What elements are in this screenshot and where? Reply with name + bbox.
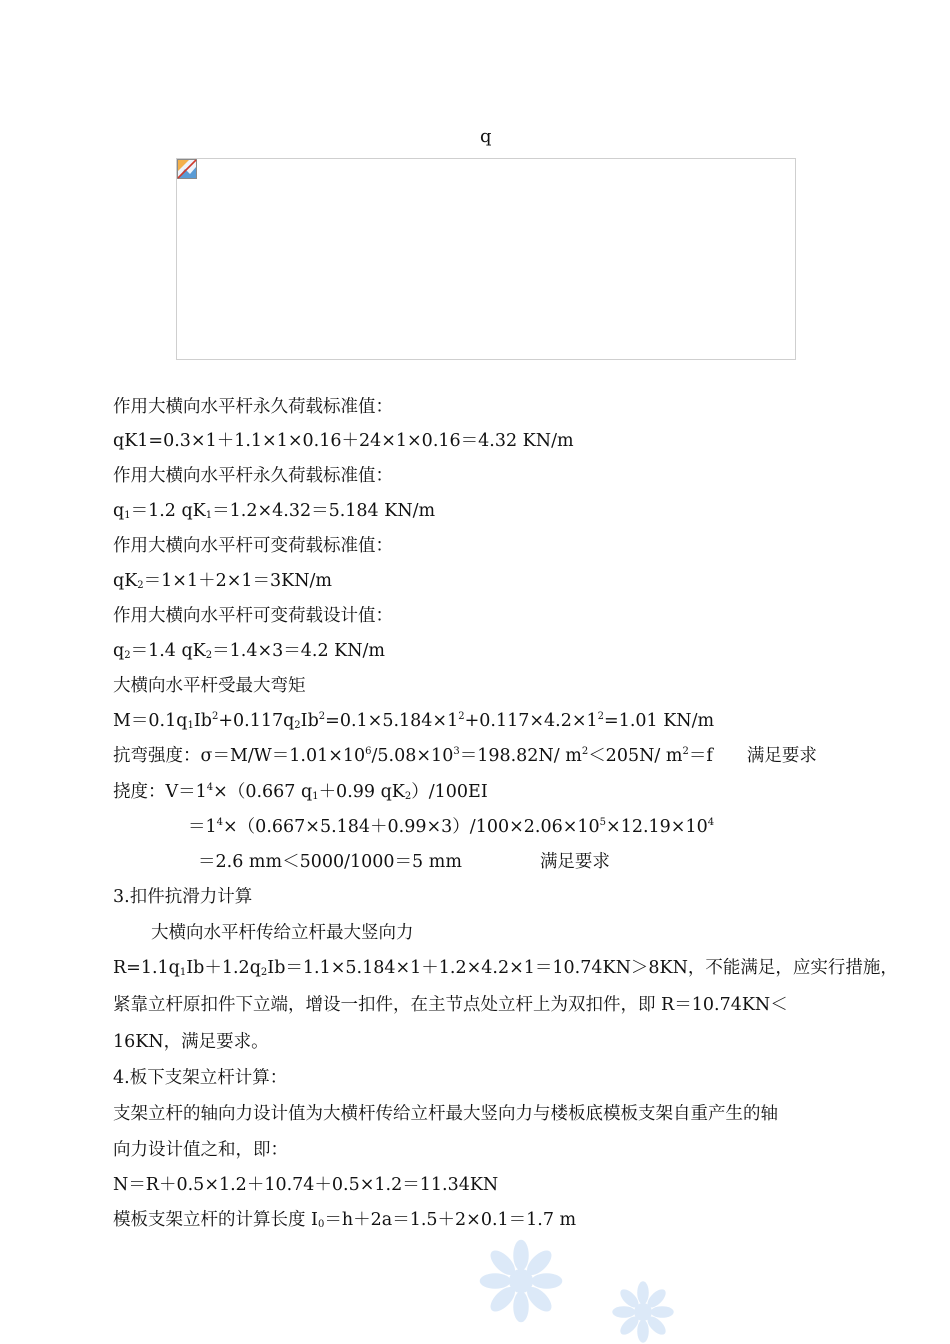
formula-line: ＝2.6 mm＜5000/1000＝5 mm 满足要求 bbox=[198, 852, 610, 872]
section-heading: 3.扣件抗滑力计算 bbox=[113, 887, 253, 907]
section-heading: 4.板下支架立杆计算： bbox=[113, 1068, 288, 1088]
conclusion-text: 满足要求 bbox=[539, 852, 610, 872]
formula-line: N＝R＋0.5×1.2＋10.74＋0.5×1.2＝11.34KN bbox=[113, 1175, 499, 1195]
text-line: 大横向水平杆受最大弯矩 bbox=[113, 676, 306, 696]
text-line: 支架立杆的轴向力设计值为大横杆传给立杆最大竖向力与楼板底模板支架自重产生的轴 bbox=[113, 1104, 778, 1124]
broken-image-icon bbox=[177, 159, 197, 179]
text-line: 紧靠立杆原扣件下立端，增设一扣件，在主节点处立杆上为双扣件，即 R＝10.74KN＜ bbox=[113, 995, 788, 1015]
formula-line: qK1=0.3×1＋1.1×1×0.16＋24×1×0.16＝4.32 KN/m bbox=[113, 431, 574, 451]
text-line: 大横向水平杆传给立杆最大竖向力 bbox=[151, 923, 414, 943]
text-line: 向力设计值之和，即： bbox=[113, 1140, 288, 1160]
formula-line: 挠度：$V=1^4\times(0.667$ $q_1+0.99$ $qK_2)/100EI$ bbox=[113, 782, 488, 802]
text-line: 作用大横向水平杆可变荷载设计值： bbox=[113, 606, 393, 626]
text-line: 作用大横向水平杆永久荷载标准值： bbox=[113, 397, 393, 417]
figure-label-q: q bbox=[480, 126, 492, 147]
watermark-snowflake-icon bbox=[610, 1280, 676, 1344]
formula-line: 模板支架立杆的计算长度 $I_0=h+2a=1.5+2\times 0.1=1.7$ m bbox=[113, 1210, 577, 1230]
formula-line: $q_2=1.4$ $qK_2=1.4\times 3=4.2$ KN/m bbox=[113, 641, 386, 661]
text-line: 16KN，满足要求。 bbox=[113, 1032, 269, 1052]
conclusion-text: 满足要求 bbox=[746, 746, 817, 766]
formula-line: $M=0.1q_1Ib^2+0.117q_2Ib^2=0.1\times 5.184\times 1^2+0.117\times 4.2\times 1^2=1.01$ KN/m bbox=[113, 711, 715, 731]
text-line: 作用大横向水平杆可变荷载标准值： bbox=[113, 536, 393, 556]
formula-line: $R=1.1q_1Ib+1.2q_2Ib=1.1\times 5.184\times 1+1.2\times 4.2\times 1=10.74KN>8KN$，不能满足，应实行措施， bbox=[113, 958, 898, 978]
formula-line: $=1^4\times(0.667\times 5.184+0.99\times 3)/100\times 2.06\times 10^5\times 12.19\times 10^4$ bbox=[188, 817, 715, 837]
text-line: 作用大横向水平杆永久荷载标准值： bbox=[113, 466, 393, 486]
watermark-snowflake-icon bbox=[478, 1238, 564, 1324]
formula-line: $q_1=1.2$ $qK_1=1.2\times 4.32=5.184$ KN/m bbox=[113, 501, 436, 521]
formula-line: $qK_2=1\times 1+2\times 1=3KN/m$ bbox=[113, 571, 333, 591]
figure-image-frame bbox=[176, 158, 796, 360]
formula-line: 抗弯强度：$\sigma=M/W=1.01\times 10^6/5.08\times 10^3=198.82N/$ $m^2<205N/$ $m^2=f$ 满足要求 bbox=[113, 746, 817, 766]
